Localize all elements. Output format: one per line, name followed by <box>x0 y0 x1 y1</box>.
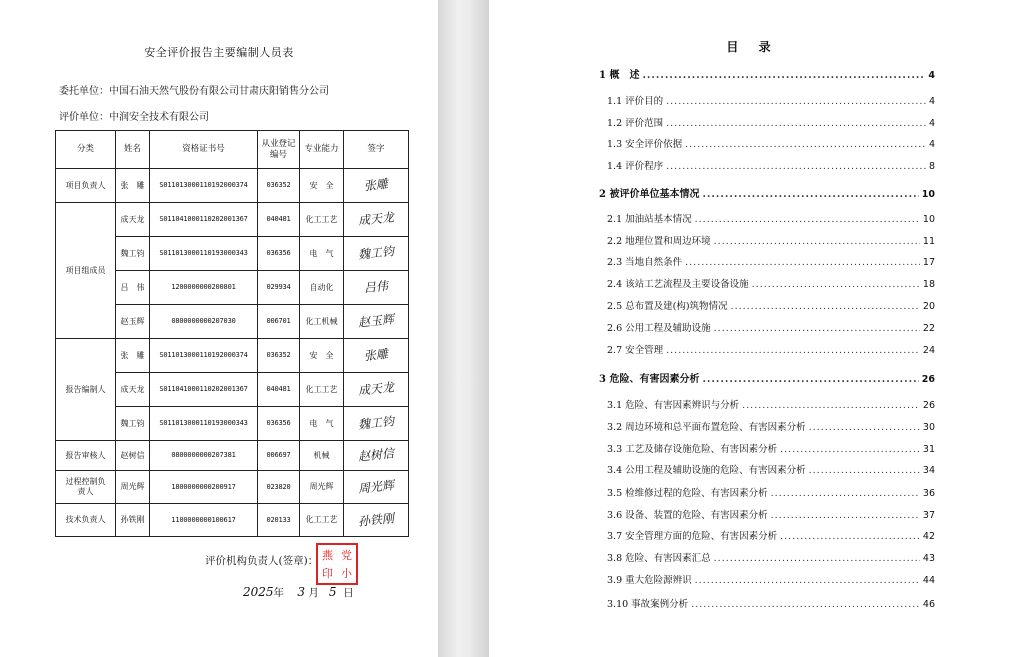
staff-name: 成天龙 <box>116 373 150 407</box>
handwritten-signature: 孙铁刚 <box>357 510 395 529</box>
red-seal-stamp <box>316 543 358 585</box>
staff-signature-cell <box>344 471 409 504</box>
staff-category: 报告编制人 <box>56 339 116 441</box>
staff-table-title: 安全评价报告主要编制人员表 <box>144 46 294 59</box>
staff-registration-number: 020133 <box>258 504 300 537</box>
staff-cert-number: 0800000000207030 <box>150 305 258 339</box>
toc-page-number: 46 <box>922 599 935 610</box>
header-cert: 资格证书号 <box>150 131 258 169</box>
toc-leader-dots <box>702 374 918 385</box>
handwritten-signature: 吕伟 <box>363 278 389 296</box>
toc-entry[interactable] <box>607 158 935 174</box>
handwritten-signature: 张雕 <box>363 346 389 364</box>
staff-specialty: 化工工艺 <box>300 373 344 407</box>
toc-leader-dots <box>714 236 920 247</box>
staff-signature-cell <box>344 305 409 339</box>
toc-page-number: 22 <box>922 323 935 334</box>
toc-entry-label: 1 概 述 <box>599 70 640 81</box>
staff-specialty: 自动化 <box>300 271 344 305</box>
staff-name: 吕 伟 <box>116 271 150 305</box>
staff-cert-number: S011041000110202001367 <box>150 203 258 237</box>
staff-registration-number: 040481 <box>258 203 300 237</box>
header-reg: 从业登记编号 <box>258 131 300 169</box>
toc-entry[interactable] <box>599 66 935 82</box>
table-row <box>56 203 409 237</box>
toc-leader-dots <box>809 422 920 433</box>
left-page <box>0 0 438 657</box>
header-signature: 签字 <box>344 131 409 169</box>
staff-signature-cell <box>344 271 409 305</box>
toc-entry[interactable] <box>607 342 935 358</box>
toc-leader-dots <box>685 257 920 268</box>
toc-entry[interactable] <box>607 233 935 249</box>
toc-leader-dots <box>714 323 920 334</box>
toc-entry-label: 1.1 评价目的 <box>607 96 664 107</box>
toc-page-number: 10 <box>921 189 935 200</box>
toc-leader-dots <box>742 400 920 411</box>
date-year: 2025 <box>243 585 274 599</box>
handwritten-signature: 赵树信 <box>357 446 395 464</box>
staff-registration-number: 006697 <box>258 441 300 471</box>
toc-page-number: 26 <box>922 400 935 411</box>
toc-leader-dots <box>780 531 920 542</box>
staff-name: 魏工钧 <box>116 407 150 441</box>
toc-entry-label: 2.7 安全管理 <box>607 345 664 356</box>
toc-entry[interactable] <box>607 550 935 566</box>
toc-entry-label: 2.3 当地自然条件 <box>607 257 683 268</box>
staff-cert-number: 1200000000200801 <box>150 271 258 305</box>
toc-entry[interactable] <box>607 397 935 413</box>
toc-page-number: 26 <box>921 374 935 385</box>
staff-signature-cell <box>344 339 409 373</box>
stamp-char: 小 <box>341 567 352 580</box>
toc-entry-label: 3.1 危险、有害因素辨识与分析 <box>607 400 740 411</box>
toc-entry[interactable] <box>607 276 935 292</box>
staff-specialty: 化工工艺 <box>300 504 344 537</box>
toc-entry-label: 3.3 工艺及储存设施危险、有害因素分析 <box>607 444 778 455</box>
staff-signature-cell <box>344 373 409 407</box>
staff-cert-number: S011013000110192000374 <box>150 339 258 373</box>
toc-entry-label: 3.10 事故案例分析 <box>607 599 689 610</box>
staff-name: 赵树信 <box>116 441 150 471</box>
staff-signature-cell <box>344 441 409 471</box>
signing-date <box>243 585 354 600</box>
toc-leader-dots <box>666 96 926 107</box>
toc-entry-label: 3.6 设备、装置的危险、有害因素分析 <box>607 510 768 521</box>
staff-name: 张 雕 <box>116 169 150 203</box>
right-page <box>489 0 1016 657</box>
toc-page-number: 43 <box>922 553 935 564</box>
toc-page-number: 11 <box>922 236 935 247</box>
staff-specialty: 电 气 <box>300 237 344 271</box>
toc-page-number: 44 <box>922 575 935 586</box>
toc-page-number: 10 <box>922 214 935 225</box>
toc-entry[interactable] <box>607 572 935 588</box>
table-row <box>56 339 409 373</box>
staff-specialty: 机械 <box>300 441 344 471</box>
toc-leader-dots <box>780 444 920 455</box>
toc-leader-dots <box>702 189 918 200</box>
staff-registration-number: 023820 <box>258 471 300 504</box>
staff-cert-number: S011013000110193000343 <box>150 407 258 441</box>
toc-entry-label: 2.6 公用工程及辅助设施 <box>607 323 711 334</box>
toc-leader-dots <box>685 139 926 150</box>
table-row <box>56 169 409 203</box>
handwritten-signature: 周光辉 <box>357 477 395 496</box>
toc-entry[interactable] <box>607 528 935 544</box>
toc-entry-label: 3.8 危险、有害因素汇总 <box>607 553 711 564</box>
staff-category: 项目负责人 <box>56 169 116 203</box>
staff-signature-cell <box>344 237 409 271</box>
toc-entry-label: 3.9 重大危险源辨识 <box>607 575 692 586</box>
staff-cert-number: 1800000000200917 <box>150 471 258 504</box>
handwritten-signature: 魏工钧 <box>357 244 395 262</box>
stamp-char: 印 <box>322 567 333 580</box>
toc-entry-label: 2 被评价单位基本情况 <box>599 189 700 200</box>
toc-entry[interactable] <box>607 298 935 314</box>
staff-registration-number: 040481 <box>258 373 300 407</box>
toc-entry[interactable] <box>607 485 935 501</box>
toc-leader-dots <box>691 599 920 610</box>
toc-entry-label: 3.4 公用工程及辅助设施的危险、有害因素分析 <box>607 465 806 476</box>
toc-entry[interactable] <box>607 93 935 109</box>
staff-name: 周光辉 <box>116 471 150 504</box>
staff-registration-number: 006701 <box>258 305 300 339</box>
staff-registration-number: 036352 <box>258 169 300 203</box>
staff-registration-number: 036356 <box>258 237 300 271</box>
toc-page-number: 4 <box>928 139 935 150</box>
toc-page-number: 4 <box>928 70 935 81</box>
toc-entry[interactable] <box>599 185 935 201</box>
toc-leader-dots <box>695 214 920 225</box>
staff-category: 过程控制负责人 <box>56 471 116 504</box>
toc-page-number: 36 <box>922 488 935 499</box>
toc-entry[interactable] <box>607 136 935 152</box>
toc-entry[interactable] <box>607 462 935 478</box>
toc-entry-label: 1.4 评价程序 <box>607 161 664 172</box>
staff-specialty: 化工机械 <box>300 305 344 339</box>
table-header-row <box>56 131 409 169</box>
staff-registration-number: 036356 <box>258 407 300 441</box>
date-day-unit: 日 <box>343 587 354 599</box>
handwritten-signature: 赵玉辉 <box>357 312 395 330</box>
toc-entry[interactable] <box>607 320 935 336</box>
client-line: 委托单位：中国石油天然气股份有限公司甘肃庆阳销售分公司 <box>59 86 329 97</box>
evaluator-line: 评价单位：中润安全技术有限公司 <box>59 112 209 123</box>
staff-name: 孙铁刚 <box>116 504 150 537</box>
toc-page-number: 42 <box>922 531 935 542</box>
staff-specialty: 电 气 <box>300 407 344 441</box>
staff-cert-number: 1100000000100617 <box>150 504 258 537</box>
table-row <box>56 504 409 537</box>
staff-registration-number: 029934 <box>258 271 300 305</box>
staff-signature-cell <box>344 203 409 237</box>
toc-page-number: 18 <box>922 279 935 290</box>
table-row <box>56 441 409 471</box>
staff-registration-number: 036352 <box>258 339 300 373</box>
toc-entry[interactable] <box>607 507 935 523</box>
staff-cert-number: S011013000110192000374 <box>150 169 258 203</box>
toc-page-number: 31 <box>922 444 935 455</box>
staff-name: 魏工钧 <box>116 237 150 271</box>
date-day: 5 <box>328 585 337 599</box>
staff-specialty: 化工工艺 <box>300 203 344 237</box>
toc-leader-dots <box>809 465 920 476</box>
toc-leader-dots <box>642 70 925 81</box>
toc-entry[interactable] <box>607 596 935 612</box>
staff-cert-number: S011013000110193000343 <box>150 237 258 271</box>
toc-entry-label: 3 危险、有害因素分析 <box>599 374 700 385</box>
toc-entry-label: 1.3 安全评价依据 <box>607 139 683 150</box>
staff-cert-number: 0800000000207381 <box>150 441 258 471</box>
header-category: 分类 <box>56 131 116 169</box>
toc-page-number: 30 <box>922 422 935 433</box>
toc-page-number: 17 <box>922 257 935 268</box>
toc-entry[interactable] <box>607 254 935 270</box>
toc-title: 目 录 <box>726 40 779 54</box>
stamp-char: 党 <box>341 549 352 562</box>
toc-entry-label: 2.4 该站工艺流程及主要设备设施 <box>607 279 749 290</box>
org-head-signature-label: 评价机构负责人(签章)： <box>205 555 319 567</box>
toc-entry-label: 2.1 加油站基本情况 <box>607 214 692 225</box>
toc-page-number: 24 <box>922 345 935 356</box>
staff-category: 报告审核人 <box>56 441 116 471</box>
staff-signature-cell <box>344 407 409 441</box>
staff-name: 赵玉辉 <box>116 305 150 339</box>
staff-specialty: 安 全 <box>300 339 344 373</box>
toc-entry[interactable] <box>599 370 935 386</box>
toc-leader-dots <box>771 510 920 521</box>
toc-entry-label: 3.2 周边环境和总平面布置危险、有害因素分析 <box>607 422 806 433</box>
staff-name: 成天龙 <box>116 203 150 237</box>
header-skill: 专业能力 <box>300 131 344 169</box>
header-name: 姓名 <box>116 131 150 169</box>
staff-name: 张 雕 <box>116 339 150 373</box>
handwritten-signature: 张雕 <box>363 176 389 194</box>
toc-page-number: 4 <box>928 118 935 129</box>
stamp-char: 燕 <box>322 549 333 562</box>
staff-cert-number: S011041000110202001367 <box>150 373 258 407</box>
toc-leader-dots <box>666 161 926 172</box>
handwritten-signature: 成天龙 <box>357 210 395 228</box>
table-row <box>56 471 409 504</box>
toc-entry-label: 2.2 地理位置和周边环境 <box>607 236 711 247</box>
toc-leader-dots <box>771 488 920 499</box>
handwritten-signature: 成天龙 <box>357 380 395 398</box>
toc-entry[interactable] <box>607 115 935 131</box>
staff-specialty: 周光辉 <box>300 471 344 504</box>
handwritten-signature: 魏工钧 <box>357 414 395 432</box>
toc-entry[interactable] <box>607 419 935 435</box>
date-month: 3 <box>297 585 306 599</box>
staff-category: 技术负责人 <box>56 504 116 537</box>
staff-signature-cell <box>344 169 409 203</box>
toc-leader-dots <box>731 301 920 312</box>
toc-page-number: 20 <box>922 301 935 312</box>
toc-page-number: 8 <box>928 161 935 172</box>
staff-category: 项目组成员 <box>56 203 116 339</box>
toc-page-number: 4 <box>928 96 935 107</box>
toc-page-number: 34 <box>922 465 935 476</box>
date-year-unit: 年 <box>273 587 285 599</box>
date-month-unit: 月 <box>308 587 319 599</box>
staff-table <box>55 130 409 537</box>
toc-leader-dots <box>666 345 920 356</box>
toc-leader-dots <box>695 575 920 586</box>
toc-entry-label: 2.5 总布置及建(构)筑物情况 <box>607 301 728 312</box>
toc-entry-label: 3.5 检维修过程的危险、有害因素分析 <box>607 488 768 499</box>
page-gutter <box>438 0 489 657</box>
toc-entry[interactable] <box>607 441 935 457</box>
toc-leader-dots <box>714 553 920 564</box>
toc-entry-label: 3.7 安全管理方面的危险、有害因素分析 <box>607 531 778 542</box>
toc-entry-label: 1.2 评价范围 <box>607 118 664 129</box>
toc-leader-dots <box>666 118 926 129</box>
toc-leader-dots <box>752 279 920 290</box>
staff-signature-cell <box>344 504 409 537</box>
staff-specialty: 安 全 <box>300 169 344 203</box>
toc-page-number: 37 <box>922 510 935 521</box>
toc-entry[interactable] <box>607 211 935 227</box>
